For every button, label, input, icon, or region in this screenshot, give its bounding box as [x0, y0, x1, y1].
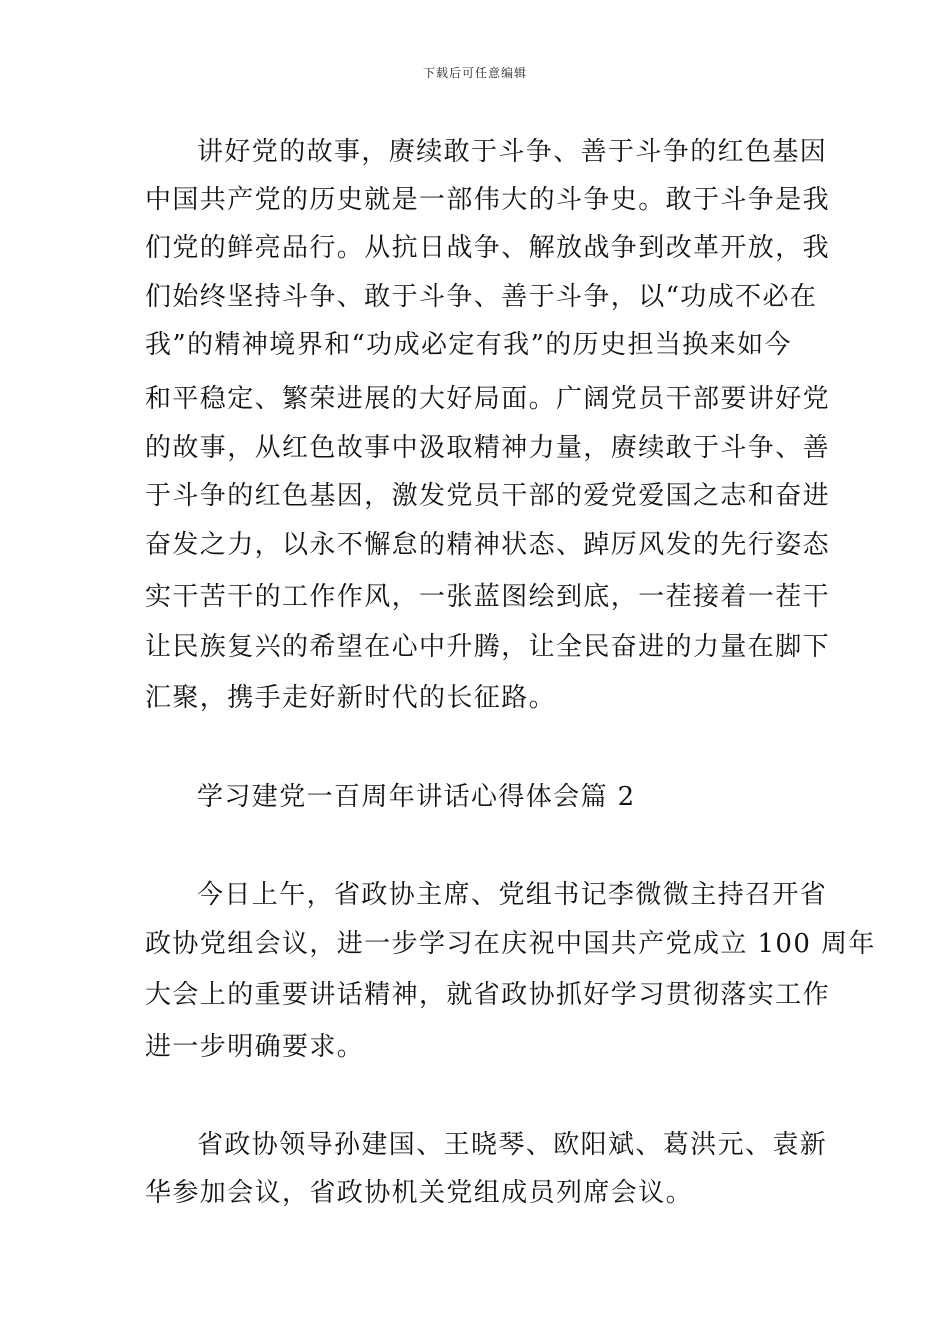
section2-para2-line-2: 华参加会议，省政协机关党组成员列席会议。 — [145, 1178, 694, 1208]
section2-para1-line-1: 今日上午，省政协主席、党组书记李微微主持召开省 — [197, 880, 828, 910]
section2-para1-line-3: 大会上的重要讲话精神，就省政协抓好学习贯彻落实工作 — [145, 980, 831, 1010]
section1-line-11: 让民族复兴的希望在心中升腾，让全民奋进的力量在脚下 — [145, 632, 831, 662]
page-header: 下载后可任意编辑 — [422, 66, 527, 80]
section2-para1-line-2: 政协党组会议，进一步学习在庆祝中国共产党成立 100 周年 — [145, 929, 876, 959]
section1-line-7: 的故事，从红色故事中汲取精神力量，赓续敢于斗争、善 — [145, 433, 831, 463]
section1-line-2: 中国共产党的历史就是一部伟大的斗争史。敢于斗争是我 — [145, 185, 831, 215]
section2-para2-line-1: 省政协领导孙建国、王晓琴、欧阳斌、葛洪元、袁新 — [197, 1130, 828, 1160]
section1-line-10: 实干苦干的工作作风，一张蓝图绘到底，一茬接着一茬干 — [145, 582, 831, 612]
section1-line-6: 和平稳定、繁荣进展的大好局面。广阔党员干部要讲好党 — [145, 384, 831, 414]
section1-line-12: 汇聚，携手走好新时代的长征路。 — [145, 683, 557, 713]
section1-line-9: 奋发之力，以永不懈怠的精神状态、踔厉风发的先行姿态 — [145, 530, 831, 560]
section2-title: 学习建党一百周年讲话心得体会篇 2 — [197, 782, 636, 812]
section2-para1-line-4: 进一步明确要求。 — [145, 1032, 365, 1062]
section1-line-1: 讲好党的故事，赓续敢于斗争、善于斗争的红色基因 — [197, 137, 828, 167]
section1-line-3: 们党的鲜亮品行。从抗日战争、解放战争到改革开放，我 — [145, 233, 831, 263]
section1-line-4: 们始终坚持斗争、敢于斗争、善于斗争，以“功成不必在 — [145, 282, 818, 312]
section1-line-5: 我”的精神境界和“功成必定有我”的历史担当换来如今 — [145, 330, 792, 360]
section1-line-8: 于斗争的红色基因，激发党员干部的爱党爱国之志和奋进 — [145, 481, 831, 511]
